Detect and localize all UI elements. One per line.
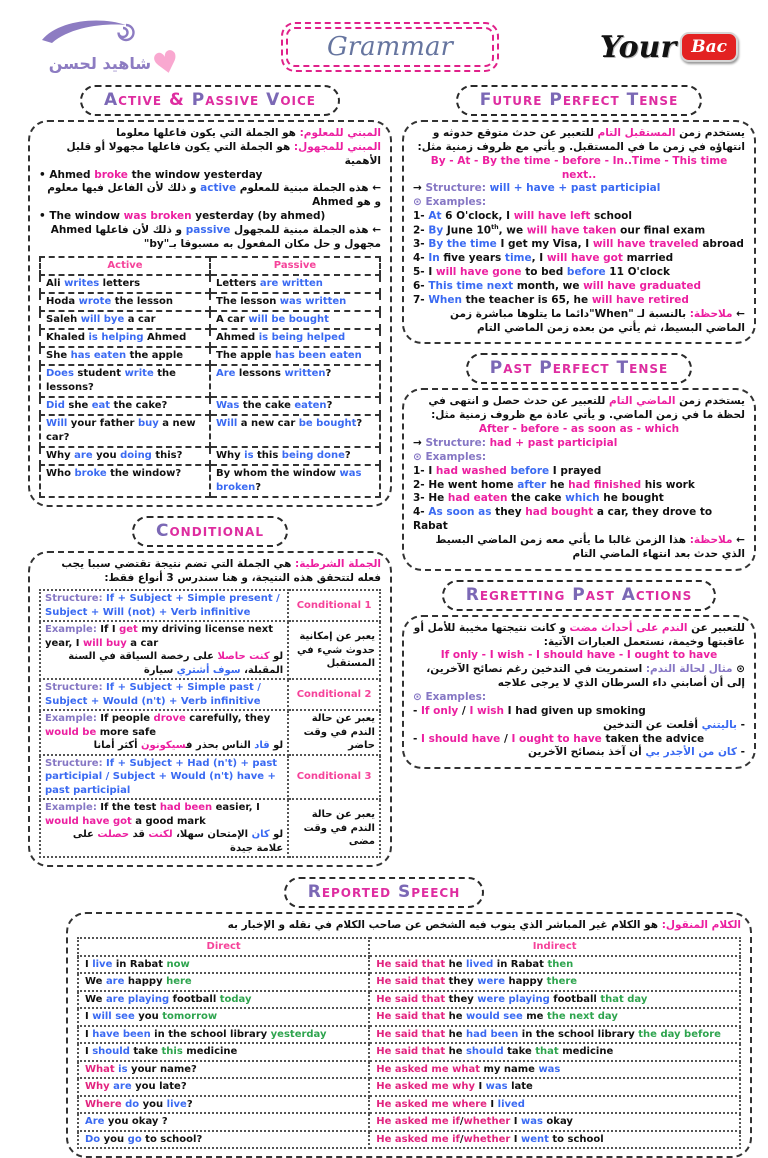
two-column-layout xyxy=(0,84,768,876)
text-line: ⊙ Examples: xyxy=(413,196,487,209)
text-line: ⊙ مثال لحالة الندم: استمريت في التدخين رغم نصائح الآخرين، إلى أن أصابني داء السرطان الذي لا يرجى علاجه xyxy=(426,663,745,690)
table-cell xyxy=(369,938,740,956)
text-line: يستخدم زمن الماضي التام للتعبير عن حدث حصل و انتهى في لحظة ما في زمن الماضي. و يأتي عادة مع ظروف زمنية مثل: xyxy=(428,395,745,422)
table-cell xyxy=(210,465,380,497)
text-line: He said that he lived in Rabat then xyxy=(376,958,574,970)
right-column xyxy=(402,84,756,778)
table-cell xyxy=(369,956,740,974)
text-line: I will see you tomorrow xyxy=(85,1011,218,1023)
table-cell xyxy=(369,1131,740,1149)
text-line: → Structure: will + have + past participial xyxy=(413,182,661,195)
table-cell xyxy=(288,590,380,621)
table-cell xyxy=(78,1131,369,1149)
table-cell xyxy=(40,465,210,497)
text-line: Was the cake eaten? xyxy=(216,399,333,411)
table-row xyxy=(78,1131,740,1149)
table-row xyxy=(78,1008,740,1026)
table-cell xyxy=(40,799,288,857)
table-row xyxy=(40,755,380,800)
text-line: I live in Rabat now xyxy=(85,958,190,970)
text-line: After - before - as soon as - which xyxy=(478,423,680,436)
text-line: يعبر عن حالة الندم في وقت حاضر xyxy=(303,713,375,752)
text-line: Will a new car be bought? xyxy=(216,417,363,429)
text-line: - باليتني أقلعت عن التدخين xyxy=(603,718,745,731)
table-row xyxy=(40,257,380,275)
table-row xyxy=(78,1078,740,1096)
grammar-title xyxy=(281,22,499,72)
table-cell xyxy=(288,679,380,710)
table-row xyxy=(78,938,740,956)
your-text: Your xyxy=(599,29,677,65)
table-cell xyxy=(369,1043,740,1061)
text-line: He asked me what my name was xyxy=(376,1063,561,1075)
text-line: • Ahmed broke the window yesterday xyxy=(39,168,263,181)
table-cell xyxy=(288,799,380,857)
table-row xyxy=(40,329,380,347)
text-line: يعبر عن حالة الندم في وقت مضى xyxy=(303,809,375,848)
text-line: We are happy here xyxy=(85,976,192,988)
table-cell xyxy=(40,257,210,275)
text-line: المبني للمعلوم: هو الجملة التي يكون فاعلها معلوما xyxy=(116,127,381,139)
text-line: ← ملاحظة: هذا الزمن غالبا ما يأتي معه زمن الماضي البسيط الذي حدث بعد انتهاء الماضي التام xyxy=(435,533,745,560)
text-line: Who broke the window? xyxy=(46,467,182,479)
table-cell xyxy=(369,1061,740,1079)
text-line: 6- This time next month, we will have graduated xyxy=(413,279,701,292)
table-cell xyxy=(40,397,210,415)
table-row xyxy=(78,1113,740,1131)
table-cell xyxy=(40,275,210,293)
table-cell xyxy=(210,415,380,447)
table-cell xyxy=(210,329,380,347)
table-row xyxy=(40,275,380,293)
section-title-active-passive: Active & Passive Voice xyxy=(80,85,340,116)
text-line: Indirect xyxy=(532,941,577,953)
text-line: Conditional 2 xyxy=(296,689,372,701)
your-bac-logo xyxy=(600,30,738,65)
table-cell xyxy=(78,956,369,974)
table-row xyxy=(40,465,380,497)
table-cell xyxy=(40,710,288,755)
table-row xyxy=(40,347,380,365)
text-line: We are playing football today xyxy=(85,993,252,1005)
text-line: لو قاد الناس بحذر فسيكونون أكثر أمانا xyxy=(93,740,284,752)
text-line: The lesson was written xyxy=(216,295,347,307)
table-cell xyxy=(369,973,740,991)
text-line: → Structure: had + past participial xyxy=(413,436,618,449)
text-line: ← هذه الجملة مبنية للمعلوم active و ذلك لأن الفاعل فيها معلوم و هو Ahmed xyxy=(47,182,381,209)
conditional-intro xyxy=(39,558,381,586)
table xyxy=(77,937,741,1149)
text-line: Example: If the test had been easier, I would have got a good mark xyxy=(45,802,260,827)
table xyxy=(39,589,381,858)
text-line: Active xyxy=(107,259,143,271)
text-line: He said that they were playing football that day xyxy=(376,993,648,1005)
table-row xyxy=(78,1061,740,1079)
table-cell xyxy=(40,679,288,710)
text-line: لو كنت حاصلا على رخصة السياقة في السنة المقبلة، سوف أشتري سيارة xyxy=(68,651,284,676)
table-cell xyxy=(210,293,380,311)
future-perfect-panel xyxy=(402,120,756,344)
text-line: ⊙ Examples: xyxy=(413,450,487,463)
table-row xyxy=(78,991,740,1009)
conditional-title-row xyxy=(28,516,392,547)
section-title-conditional: Conditional xyxy=(132,516,288,547)
text-line: By whom the window was broken? xyxy=(216,467,362,493)
past-perfect-title-row xyxy=(402,353,756,384)
table-row xyxy=(40,447,380,465)
grammar-title-text: Grammar xyxy=(326,32,453,62)
table-row xyxy=(40,397,380,415)
table-row xyxy=(40,799,380,857)
text-line: Will your father buy a new car? xyxy=(46,417,196,443)
logo-text: شاهيد لحسن xyxy=(48,53,152,73)
text-line: 3- He had eaten the cake which he bought xyxy=(413,492,664,505)
table-cell xyxy=(288,755,380,800)
text-line: Ahmed is being helped xyxy=(216,331,346,343)
regretting-panel xyxy=(402,615,756,770)
table-row xyxy=(40,415,380,447)
text-line: Conditional 3 xyxy=(296,771,372,783)
table-row xyxy=(40,293,380,311)
text-line: I should take this medicine xyxy=(85,1046,238,1058)
text-line: Structure: If + Subject + Simple present / Subject + Will (not) + Verb infinitive xyxy=(45,593,280,618)
left-column xyxy=(28,84,392,876)
table-cell xyxy=(210,311,380,329)
bac-badge: Bac xyxy=(680,32,738,62)
table xyxy=(39,256,381,498)
text-line: يستخدم زمن المستقبل التام للتعبير عن حدث متوقع حدوثه و انتهاؤه في زمن ما في المستقبل. و يأتي مع ظروف زمنية مثل: xyxy=(417,127,745,153)
table-row xyxy=(78,1026,740,1044)
text-line: Example: If I get my driving license next year, I will buy a car xyxy=(45,624,273,649)
text-line: 7- When the teacher is 65, he will have retired xyxy=(413,293,689,306)
active-passive-table xyxy=(39,256,381,498)
text-line: The apple has been eaten xyxy=(216,349,362,361)
table-cell xyxy=(288,710,380,755)
conditional-table xyxy=(39,589,381,858)
table-cell xyxy=(40,293,210,311)
section-title-regretting: Regretting Past Actions xyxy=(442,580,717,611)
table-cell xyxy=(78,973,369,991)
text-line: Why are you late? xyxy=(85,1081,187,1093)
text-line: Structure: If + Subject + Had (n't) + past participial / Subject + Would (n't) have + past participial xyxy=(45,757,278,796)
text-line: A car will be bought xyxy=(216,313,329,325)
table-row xyxy=(78,1043,740,1061)
reported-speech-title-row xyxy=(0,877,768,908)
text-line: He said that he had been in the school library the day before xyxy=(376,1028,721,1040)
table-cell xyxy=(369,991,740,1009)
text-line: Are lessons written? xyxy=(216,367,332,379)
regretting-title-row xyxy=(402,580,756,611)
section-title-past-perfect: Past Perfect Tense xyxy=(466,353,692,384)
table-cell xyxy=(78,1078,369,1096)
text-line: He said that he should take that medicine xyxy=(376,1046,614,1058)
text-line: He asked me why I was late xyxy=(376,1081,533,1093)
text-line: الجملة الشرطية: هي الجملة التي تضم نتيجة تقتضي سببا يجب فعله لتتحقق هذه النتيجة، و هنا سندرس 3 أنواع فقط: xyxy=(61,557,381,584)
text-line: لو كان الإمتحان سهلا، لكنت قد حصلت على علامة جيدة xyxy=(72,829,284,854)
table-cell xyxy=(369,1096,740,1114)
text-line: If only - I wish - I should have - I ought to have xyxy=(440,649,718,662)
swirl-icon xyxy=(40,16,152,46)
table-cell xyxy=(78,938,369,956)
table-cell xyxy=(40,311,210,329)
table-cell xyxy=(40,415,210,447)
text-line: 4- In five years time, I will have got married xyxy=(413,252,674,265)
shahid-lahcen-logo xyxy=(40,16,184,84)
reported-speech-section xyxy=(0,877,768,1158)
table-cell xyxy=(288,621,380,679)
table-cell xyxy=(40,447,210,465)
text-line: ⊙ Examples: xyxy=(413,691,487,703)
table-cell xyxy=(369,1113,740,1131)
text-line: يعبر عن إمكانية حدوث شيء في المستقبل xyxy=(297,631,375,670)
text-line: - If only / I wish I had given up smoking xyxy=(413,704,646,717)
table-cell xyxy=(369,1008,740,1026)
table-cell xyxy=(78,1043,369,1061)
text-line: Letters are written xyxy=(216,277,323,289)
text-line: I have been in the school library yesterday xyxy=(85,1028,327,1040)
text-line: Do you go to school? xyxy=(85,1133,203,1145)
text-line: Conditional 1 xyxy=(296,600,372,612)
past-perfect-panel xyxy=(402,388,756,570)
text-line: المبني للمجهول: هو الجملة التي يكون فاعلها مجهولا أو قليل الأهمية xyxy=(66,140,381,167)
text-line: Does student write the lessons? xyxy=(46,367,176,393)
table-cell xyxy=(40,365,210,397)
text-line: He said that he would see me the next day xyxy=(376,1011,618,1023)
text-line: 5- I will have gone to bed before 11 O'clock xyxy=(413,266,670,279)
text-line: Khaled is helping Ahmed xyxy=(46,331,187,343)
table-cell xyxy=(78,1096,369,1114)
table-cell xyxy=(210,257,380,275)
text-line: 1- At 6 O'clock, I will have left school xyxy=(413,210,632,223)
text-line: - كان من الأجدر بي أن آخذ بنصائح الآخرين xyxy=(528,746,745,759)
table-cell xyxy=(40,755,288,800)
table-row xyxy=(78,956,740,974)
table-row xyxy=(40,365,380,397)
active-passive-title-row xyxy=(28,85,392,116)
table-cell xyxy=(78,991,369,1009)
text-line: 3- By the time I get my Visa, I will have traveled abroad xyxy=(413,238,744,251)
text-line: Structure: If + Subject + Simple past / Subject + Would (n't) + Verb infinitive xyxy=(45,682,261,707)
text-line: Saleh will bye a car xyxy=(46,313,156,325)
conditional-panel xyxy=(28,551,392,868)
table-cell xyxy=(40,329,210,347)
table-row xyxy=(78,973,740,991)
reported-speech-panel xyxy=(66,912,752,1158)
section-title-future-perfect: Future Perfect Tense xyxy=(456,85,703,116)
table-row xyxy=(40,710,380,755)
text-line: الكلام المنقول: هو الكلام غير المباشر الذي ينوب فيه الشخص عن صاحب الكلام في نقله و الإخبار به xyxy=(227,919,741,932)
table-cell xyxy=(78,1026,369,1044)
text-line: He said that they were happy there xyxy=(376,976,578,988)
table-cell xyxy=(210,275,380,293)
text-line: Direct xyxy=(206,941,241,953)
table-cell xyxy=(369,1078,740,1096)
active-passive-panel xyxy=(28,120,392,507)
table-cell xyxy=(40,590,288,621)
text-line: 2- By June 10th, we will have taken our final exam xyxy=(413,224,706,237)
future-perfect-title-row xyxy=(402,85,756,116)
table-cell xyxy=(78,1008,369,1026)
text-line: ← هذه الجملة مبنية للمجهول passive و ذلك لأن فاعلها Ahmed مجهول و حل مكان المفعول به مسبوقا بـ"by" xyxy=(50,224,381,250)
table-row xyxy=(40,311,380,329)
text-line: He asked me where I lived xyxy=(376,1098,525,1110)
table-row xyxy=(40,590,380,621)
table-cell xyxy=(40,621,288,679)
text-line: She has eaten the apple xyxy=(46,349,184,361)
table-cell xyxy=(210,447,380,465)
table-row xyxy=(40,621,380,679)
table-cell xyxy=(78,1113,369,1131)
text-line: 4- As soon as they had bought a car, they drove to Rabat xyxy=(413,506,713,533)
text-line: Why are you doing this? xyxy=(46,449,183,461)
heart-icon: ♥ xyxy=(149,42,184,84)
text-line: By - At - By the time - before - In..Time - This time next.. xyxy=(430,154,728,181)
text-line: Hoda wrote the lesson xyxy=(46,295,173,307)
section-title-reported-speech: Reported Speech xyxy=(284,877,485,908)
reported-speech-table xyxy=(77,937,741,1149)
text-line: ← ملاحظة: بالنسبة لـ "When"دائما ما يتلوها مباشرة زمن الماضي البسيط، ثم يأتي من بعده زمن الماضي التام xyxy=(450,307,745,334)
table-cell xyxy=(40,347,210,365)
text-line: Did she eat the cake? xyxy=(46,399,168,411)
text-line: للتعبير عن الندم على أحداث مضت و كانت نتيجتها مخيبة للأمل أو عاقبتها وخيمة، نستعمل العبارات الآتية: xyxy=(413,621,745,648)
text-line: He asked me if/whether I went to school xyxy=(376,1133,604,1145)
table-row xyxy=(40,679,380,710)
text-line: What is your name? xyxy=(85,1063,197,1075)
text-line: - I should have / I ought to have taken the advice xyxy=(413,732,705,745)
table-row xyxy=(78,1096,740,1114)
table-cell xyxy=(78,1061,369,1079)
active-passive-intro xyxy=(39,127,381,252)
text-line: 1- I had washed before I prayed xyxy=(413,464,602,477)
table-cell xyxy=(210,347,380,365)
text-line: 2- He went home after he had finished his work xyxy=(413,478,695,491)
text-line: Ali writes letters xyxy=(46,277,141,289)
page-header xyxy=(0,0,768,84)
text-line: Why is this being done? xyxy=(216,449,351,461)
reported-speech-definition xyxy=(77,919,741,933)
text-line: Passive xyxy=(273,259,317,271)
table-cell xyxy=(210,365,380,397)
text-line: He asked me if/whether I was okay xyxy=(376,1116,573,1128)
text-line: Where do you live? xyxy=(85,1098,193,1110)
table-cell xyxy=(369,1026,740,1044)
table-cell xyxy=(210,397,380,415)
text-line: • The window was broken yesterday (by ahmed) xyxy=(39,210,326,223)
text-line: Are you okay ? xyxy=(85,1116,168,1128)
text-line: Example: If people drove carefully, they would be more safe xyxy=(45,713,271,738)
